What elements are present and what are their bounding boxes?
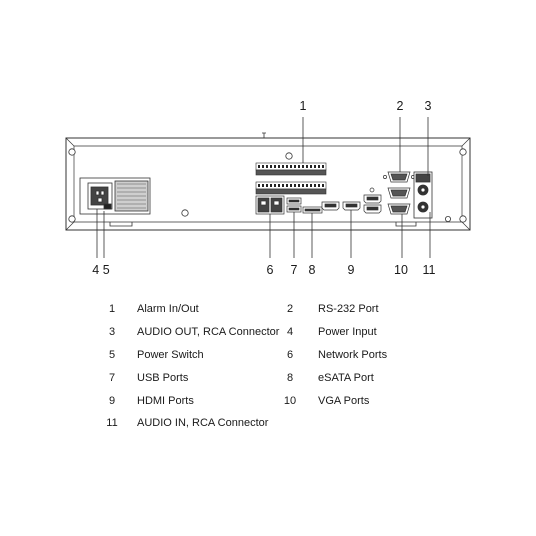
legend-label: Power Switch (137, 349, 204, 361)
legend-label: Alarm In/Out (137, 303, 199, 315)
callout-10: 10 (394, 263, 408, 277)
legend-number: 1 (108, 303, 116, 315)
usb-ports[interactable] (287, 198, 301, 212)
power-switch[interactable] (104, 204, 111, 209)
legend-number: 5 (108, 349, 116, 361)
legend-number: 9 (108, 395, 116, 407)
legend-label: Power Input (318, 326, 377, 338)
power-module (80, 178, 150, 214)
callout-11: 11 (422, 263, 436, 277)
legend-number: 11 (106, 417, 118, 429)
port-legend (0, 296, 536, 436)
legend-label: USB Ports (137, 372, 189, 384)
esata-port[interactable] (303, 207, 322, 213)
rs232-port[interactable] (383, 172, 414, 182)
legend-number: 2 (286, 303, 294, 315)
callout-4-5: 4 5 (92, 263, 110, 277)
callout-8: 8 (308, 263, 316, 277)
legend-label: AUDIO OUT, RCA Connector (137, 326, 280, 338)
callout-1: 1 (299, 99, 307, 113)
callout-3: 3 (424, 99, 432, 113)
legend-label: HDMI Ports (137, 395, 194, 407)
legend-number: 10 (283, 395, 297, 407)
audio-rca-block[interactable] (414, 172, 432, 218)
callout-7: 7 (290, 263, 298, 277)
legend-number: 6 (286, 349, 294, 361)
legend-number: 4 (286, 326, 294, 338)
side-ports[interactable] (364, 188, 381, 213)
legend-label: eSATA Port (318, 372, 374, 384)
network-ports[interactable] (256, 196, 284, 214)
legend-label: Network Ports (318, 349, 388, 361)
legend-label: RS-232 Port (318, 303, 379, 315)
alarm-terminal-blocks[interactable] (256, 163, 326, 194)
callout-9: 9 (347, 263, 355, 277)
hdmi-ports[interactable] (322, 202, 360, 210)
vga-ports[interactable] (388, 188, 410, 214)
callout-6: 6 (266, 263, 274, 277)
legend-label: AUDIO IN, RCA Connector (137, 417, 269, 429)
callout-2: 2 (396, 99, 404, 113)
legend-number: 3 (108, 326, 116, 338)
legend-number: 7 (108, 372, 116, 384)
legend-label: VGA Ports (318, 395, 370, 407)
legend-number: 8 (286, 372, 294, 384)
